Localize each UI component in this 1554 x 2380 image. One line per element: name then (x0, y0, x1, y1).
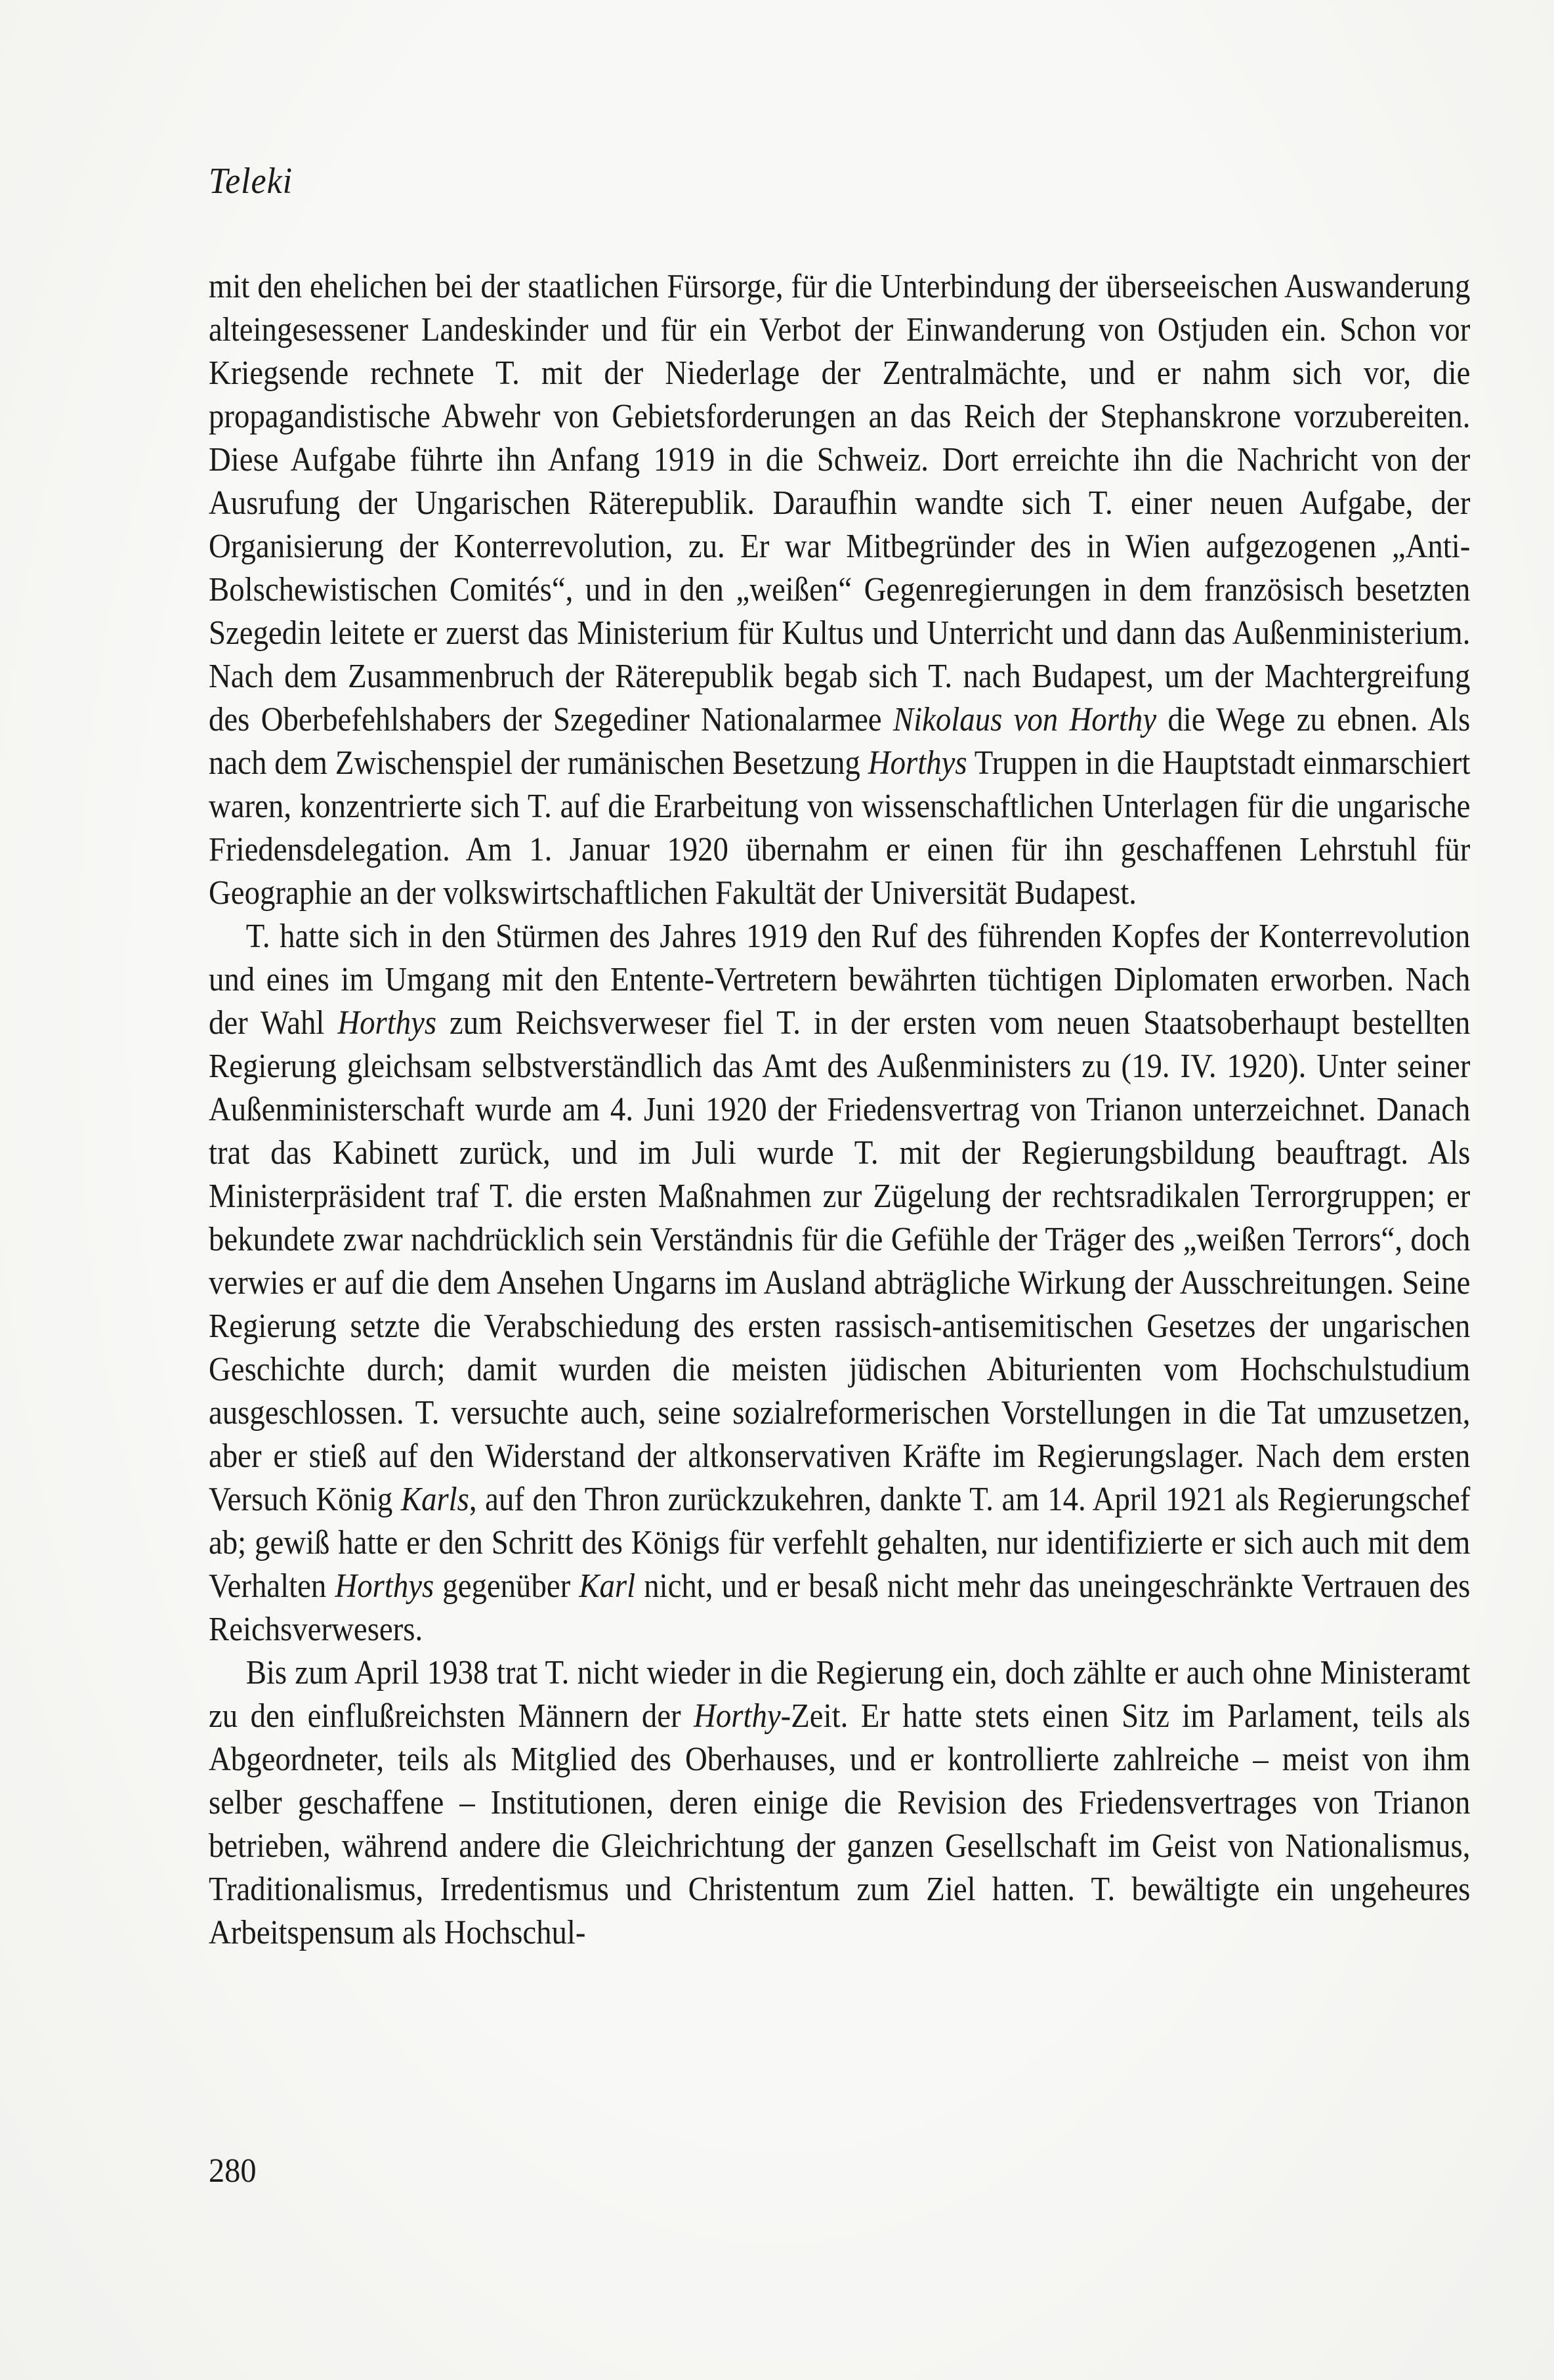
person-name-italic: Horthys (335, 1567, 434, 1605)
body-text (209, 265, 1470, 1955)
text-run: nicht, und er besaß nicht mehr das uneingeschränkte Vertrauen des Reichsverwesers. (209, 1567, 1471, 1648)
person-name-italic: Karl (579, 1567, 636, 1605)
text-run: -Zeit. Er hatte stets einen Sitz im Parlament, teils als Abgeordneter, teils als Mitglied des Oberhauses, und er kontrollierte zahlreiche – meist von ihm selber geschaffene – Institutionen, deren einige die Revision des Friedensvertrages von Trianon betrieben, während andere die Gleichrichtung der ganzen Gesellschaft im Geist von Nationalismus, Traditionalismus, Irredentismus und Christentum zum Ziel hatten. T. bewältigte ein ungeheures Arbeitspensum als Hochschul- (209, 1697, 1471, 1951)
text-run: Truppen in die Hauptstadt einmarschiert waren, konzentrierte sich T. auf die Erarbeitung von wissenschaftlichen Unterlagen für die ungarische Friedensdelegation. Am 1. Januar 1920 übernahm er einen für ihn geschaffenen Lehrstuhl für Geographie an der volkswirtschaftlichen Fakultät der Universität Budapest. (209, 744, 1471, 912)
paragraph-2 (209, 915, 1470, 1651)
paragraph-3 (209, 1651, 1470, 1955)
text-run: T. hatte sich in den Stürmen des Jahres 1919 den Ruf des führenden Kopfes der Konterrevolution und eines im Umgang mit den Entente-Vertretern bewährten tüchtigen Diplomaten erworben. Nach der Wahl (209, 918, 1471, 1042)
text-run: mit den ehelichen bei der staatlichen Fürsorge, für die Unterbindung der überseeischen Auswanderung alteingesessener Landeskinder und für ein Verbot der Einwanderung von Ostjuden ein. Schon vor Kriegsende rechnete T. mit der Niederlage der Zentralmächte, und er nahm sich vor, die propagandistische Abwehr von Gebietsforderungen an das Reich der Stephanskrone vorzubereiten. Diese Aufgabe führte ihn Anfang 1919 in die Schweiz. Dort erreichte ihn die Nachricht von der Ausrufung der Ungarischen Räterepublik. Daraufhin wandte sich T. einer neuen Aufgabe, der Organisierung der Konterrevolution, zu. Er war Mitbegründer des in Wien aufgezogenen „Anti-Bolschewistischen Comités“, und in den „weißen“ Gegenregierungen in dem französisch besetzten Szegedin leitete er zuerst das Ministerium für Kultus und Unterricht und dann das Außenministerium. Nach dem Zusammenbruch der Räterepublik begab sich T. nach Budapest, um der Machtergreifung des Oberbefehlshabers der Szegediner Nationalarmee (209, 268, 1471, 738)
text-run: zum Reichsverweser fiel T. in der ersten vom neuen Staatsoberhaupt bestellten Regierung gleichsam selbstverständlich das Amt des Außenministers zu (19. IV. 1920). Unter seiner Außenministerschaft wurde am 4. Juni 1920 der Friedensvertrag von Trianon unterzeichnet. Danach trat das Kabinett zurück, und im Juli wurde T. mit der Regierungsbildung beauftragt. Als Ministerpräsident traf T. die ersten Maßnahmen zur Zügelung der rechtsradikalen Terrorgruppen; er bekundete zwar nachdrücklich sein Verständnis für die Gefühle der Träger des „weißen Terrors“, doch verwies er auf die dem Ansehen Ungarns im Ausland abträgliche Wirkung der Ausschreitungen. Seine Regierung setzte die Verabschiedung des ersten rassisch-antisemitischen Gesetzes der ungarischen Geschichte durch; damit wurden die meisten jüdischen Abiturienten vom Hochschulstudium ausgeschlossen. T. versuchte auch, seine sozialreformerischen Vorstellungen in die Tat umzusetzen, aber er stieß auf den Widerstand der altkonservativen Kräfte im Regierungslager. Nach dem ersten Versuch König (209, 1004, 1471, 1518)
text-run: , auf den Thron zurückzukehren, dankte T. am 14. April 1921 als Regierungschef ab; gewiß hatte er den Schritt des Königs für verfehlt gehalten, nur identifizierte er sich auch mit dem Verhalten (209, 1481, 1471, 1605)
text-run: die Wege zu ebnen. Als nach dem Zwischenspiel der rumänischen Besetzung (209, 701, 1471, 782)
paragraph-1 (209, 265, 1470, 915)
text-run: Bis zum April 1938 trat T. nicht wieder in die Regierung ein, doch zählte er auch ohne Ministeramt zu den einflußreichsten Männern der (209, 1654, 1471, 1735)
page-number: 280 (209, 2152, 257, 2190)
person-name-italic: Karls (400, 1481, 469, 1518)
person-name-italic: Horthys (868, 744, 967, 782)
person-name-italic: Horthy (694, 1697, 781, 1735)
person-name-italic: Horthys (337, 1004, 437, 1042)
running-header: Teleki (209, 161, 293, 202)
text-run: gegenüber (434, 1567, 579, 1605)
person-name-italic: Nikolaus von Horthy (892, 701, 1157, 738)
